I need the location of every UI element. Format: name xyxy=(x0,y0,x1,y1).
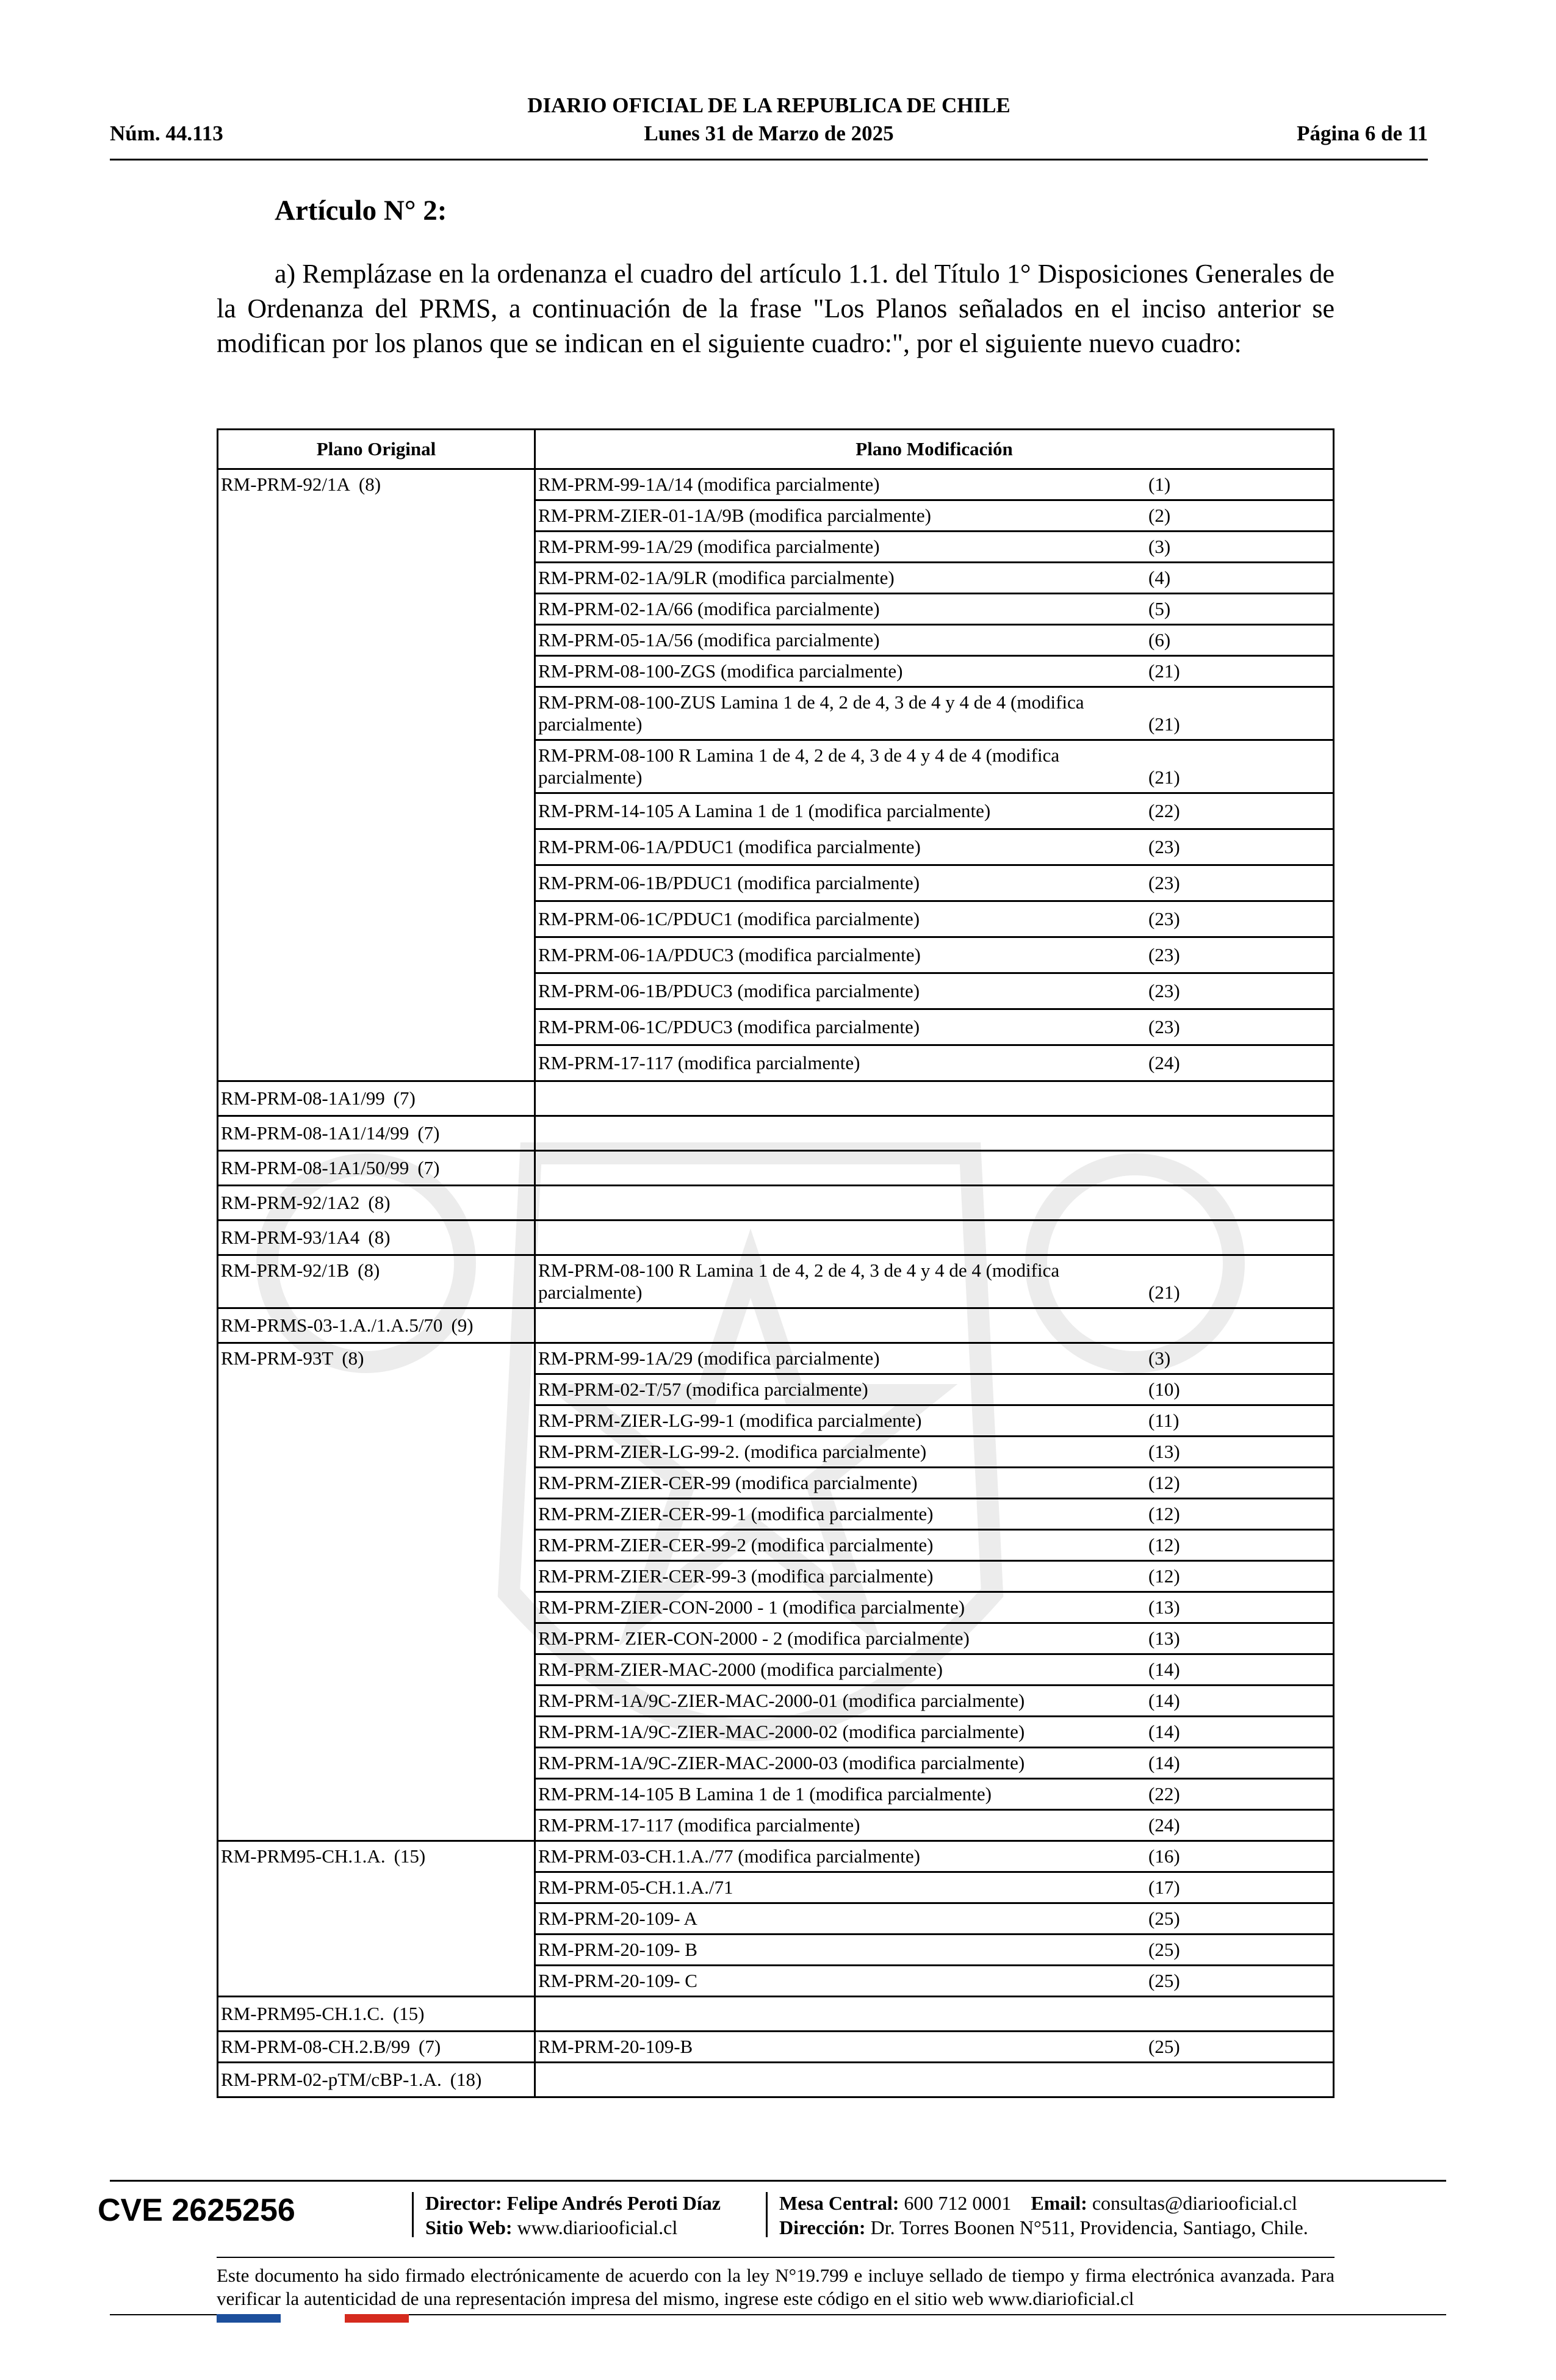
modification-ref-number: (21) xyxy=(1148,766,1180,788)
table-row xyxy=(218,1151,1334,1186)
modification-plan-text: RM-PRM-99-1A/14 (modifica parcialmente) xyxy=(538,474,880,495)
original-plan-code: RM-PRM-02-pTM/cBP-1.A. xyxy=(221,2069,442,2090)
modification-plan-text: RM-PRM-06-1C/PDUC1 (modifica parcialmente) xyxy=(538,908,920,929)
modification-ref-number: (23) xyxy=(1148,908,1180,929)
modification-plan-text: RM-PRM-06-1B/PDUC1 (modifica parcialmente) xyxy=(538,872,920,893)
address-text: Dr. Torres Boonen N°511, Providencia, Santiago, Chile. xyxy=(870,2216,1308,2238)
modification-ref-number: (14) xyxy=(1148,1721,1180,1742)
table-row xyxy=(218,2032,1334,2063)
footer-director-block xyxy=(425,2191,721,2240)
table-row xyxy=(218,1081,1334,1116)
modification-ref-number: (1) xyxy=(1148,474,1171,495)
modification-item xyxy=(536,594,1333,626)
modification-ref-number: (21) xyxy=(1148,713,1180,735)
modification-plan-text: RM-PRM-14-105 A Lamina 1 de 1 (modifica parcialmente) xyxy=(538,800,991,821)
modification-item xyxy=(536,1406,1333,1437)
modification-plan-cell xyxy=(535,469,1334,1081)
modification-item xyxy=(536,1468,1333,1499)
modification-plan-text: RM-PRM-02-1A/9LR (modifica parcialmente) xyxy=(538,567,895,588)
modification-item xyxy=(536,1046,1333,1080)
modification-ref-number: (25) xyxy=(1148,1970,1180,1991)
modification-plan-text: RM-PRM-17-117 (modifica parcialmente) xyxy=(538,1814,860,1836)
modification-ref-number: (12) xyxy=(1148,1534,1180,1556)
modification-plan-text: RM-PRM-20-109- C xyxy=(538,1970,697,1991)
modification-ref-number: (14) xyxy=(1148,1659,1180,1680)
original-plan-cell xyxy=(218,1841,535,1997)
modification-ref-number: (23) xyxy=(1148,1016,1180,1037)
original-plan-code: RM-PRM-92/1B xyxy=(221,1260,350,1281)
modification-ref-number: (14) xyxy=(1148,1752,1180,1773)
table-row xyxy=(218,2063,1334,2097)
original-plan-cell xyxy=(218,1997,535,2032)
original-plan-cell xyxy=(218,1151,535,1186)
original-plan-note: (7) xyxy=(417,1157,440,1178)
modification-plan-text: RM-PRM-02-T/57 (modifica parcialmente) xyxy=(538,1379,868,1400)
article-paragraph xyxy=(217,256,1334,361)
original-plan-code: RM-PRM-92/1A2 xyxy=(221,1192,360,1213)
modification-item xyxy=(536,1686,1333,1717)
modification-item xyxy=(536,794,1333,830)
modification-plan-cell xyxy=(535,1343,1334,1841)
modification-item xyxy=(536,1010,1333,1046)
original-plan-cell xyxy=(218,1186,535,1221)
table-row xyxy=(218,469,1334,1081)
modification-plan-text: RM-PRM-05-CH.1.A./71 xyxy=(538,1877,733,1898)
original-plan-cell xyxy=(218,1081,535,1116)
modification-item xyxy=(536,1935,1333,1966)
original-plan-note: (7) xyxy=(417,1122,440,1144)
original-plan-cell xyxy=(218,469,535,1081)
modification-ref-number: (12) xyxy=(1148,1565,1180,1587)
publication-date: Lunes 31 de Marzo de 2025 xyxy=(644,121,894,145)
phone-label: Mesa Central: xyxy=(779,2192,899,2214)
original-plan-code: RM-PRM-08-1A1/99 xyxy=(221,1087,385,1109)
article-title: Artículo N° 2: xyxy=(275,195,447,226)
page-number: Página 6 de 11 xyxy=(1297,121,1428,145)
modification-item xyxy=(536,1873,1333,1904)
modification-plan-text: RM-PRM-ZIER-CER-99-1 (modifica parcialmente) xyxy=(538,1503,934,1524)
modification-ref-number: (25) xyxy=(1148,1939,1180,1960)
modification-ref-number: (13) xyxy=(1148,1628,1180,1649)
original-plan-note: (8) xyxy=(342,1347,364,1369)
modification-item xyxy=(536,902,1333,938)
modification-plan-text: RM-PRM-ZIER-CER-99-3 (modifica parcialmente) xyxy=(538,1565,934,1587)
original-plan-cell xyxy=(218,2063,535,2097)
original-plan-cell xyxy=(218,1221,535,1255)
modification-item xyxy=(536,1437,1333,1468)
table-row xyxy=(218,1186,1334,1221)
modification-ref-number: (3) xyxy=(1148,536,1171,557)
modification-plan-cell xyxy=(535,1997,1334,2032)
original-plan-code: RM-PRM-08-1A1/14/99 xyxy=(221,1122,409,1144)
original-plan-note: (7) xyxy=(419,2036,441,2057)
modification-plan-text: RM-PRM-ZIER-01-1A/9B (modifica parcialmente) xyxy=(538,505,931,526)
modification-item xyxy=(536,938,1333,974)
original-plan-code: RM-PRMS-03-1.A./1.A.5/70 xyxy=(221,1314,443,1336)
modification-ref-number: (23) xyxy=(1148,944,1180,965)
column-header-modification: Plano Modificación xyxy=(535,430,1334,469)
modification-plan-text: RM-PRM-17-117 (modifica parcialmente) xyxy=(538,1052,860,1073)
modification-ref-number: (25) xyxy=(1148,1908,1180,1929)
article-paragraph-text: a) Remplázase en la ordenanza el cuadro del artículo 1.1. del Título 1° Disposiciones Generales de la Ordenanza del PRMS, a continuación de la frase "Los Planos señalados en el inciso anterior se modifican por los planos que se indican en el siguiente cuadro:", por el siguiente nuevo cuadro: xyxy=(217,259,1334,358)
modification-ref-number: (5) xyxy=(1148,598,1171,619)
modification-item xyxy=(536,657,1333,688)
modification-ref-number: (17) xyxy=(1148,1877,1180,1898)
modification-plan-text: RM-PRM-1A/9C-ZIER-MAC-2000-02 (modifica parcialmente) xyxy=(538,1721,1025,1742)
director-label: Director: xyxy=(425,2192,502,2214)
modification-ref-number: (23) xyxy=(1148,872,1180,893)
table-row xyxy=(218,1997,1334,2032)
modification-ref-number: (24) xyxy=(1148,1052,1180,1073)
modification-plan-text: RM-PRM-03-CH.1.A./77 (modifica parcialmente) xyxy=(538,1845,920,1867)
modification-ref-number: (6) xyxy=(1148,629,1171,651)
modification-plan-cell xyxy=(535,1221,1334,1255)
modification-plan-text: RM-PRM-08-100 R Lamina 1 de 4, 2 de 4, 3 de 4 y 4 de 4 (modifica parcialmente) xyxy=(538,745,1060,788)
original-plan-note: (8) xyxy=(368,1192,391,1213)
modification-ref-number: (25) xyxy=(1148,2036,1180,2057)
original-plan-note: (8) xyxy=(368,1227,391,1248)
issue-number: Núm. 44.113 xyxy=(110,121,223,145)
original-plan-note: (8) xyxy=(358,474,381,495)
modification-ref-number: (14) xyxy=(1148,1690,1180,1711)
modification-item xyxy=(536,1966,1333,1996)
modification-ref-number: (3) xyxy=(1148,1347,1171,1369)
original-plan-cell xyxy=(218,1116,535,1151)
modification-plan-text: RM-PRM-08-100 R Lamina 1 de 4, 2 de 4, 3 de 4 y 4 de 4 (modifica parcialmente) xyxy=(538,1260,1060,1303)
modification-item xyxy=(536,1593,1333,1624)
footer-disclaimer: Este documento ha sido firmado electrónicamente de acuerdo con la ley N°19.799 e incluye sellado de tiempo y firma electrónica avanzada. Para verificar la autenticidad de una representación impresa del mismo, ingrese este código en el sitio web www.diarioficial.cl xyxy=(217,2257,1334,2310)
modification-item xyxy=(536,688,1333,741)
modification-plan-cell xyxy=(535,1081,1334,1116)
original-plan-note: (15) xyxy=(392,2003,425,2024)
modification-plan-cell xyxy=(535,1186,1334,1221)
flag-red xyxy=(345,2314,409,2323)
modification-ref-number: (12) xyxy=(1148,1503,1180,1524)
modification-ref-number: (23) xyxy=(1148,836,1180,857)
modification-plan-cell xyxy=(535,1151,1334,1186)
modification-plan-text: RM-PRM-ZIER-CER-99-2 (modifica parcialmente) xyxy=(538,1534,934,1556)
table-row xyxy=(218,1841,1334,1997)
modification-plan-cell xyxy=(535,1255,1334,1308)
email-link[interactable]: consultas@diariooficial.cl xyxy=(1092,2192,1297,2214)
modification-item xyxy=(536,2032,1333,2061)
original-plan-note: (7) xyxy=(393,1087,416,1109)
original-plan-note: (9) xyxy=(451,1314,474,1336)
modification-plan-text: RM-PRM-06-1A/PDUC3 (modifica parcialmente) xyxy=(538,944,921,965)
modification-item xyxy=(536,1748,1333,1780)
original-plan-code: RM-PRM-93/1A4 xyxy=(221,1227,360,1248)
original-plan-cell xyxy=(218,1255,535,1308)
table-row xyxy=(218,1343,1334,1841)
website-link[interactable]: www.diariooficial.cl xyxy=(517,2216,678,2238)
modification-item xyxy=(536,501,1333,532)
modification-ref-number: (24) xyxy=(1148,1814,1180,1836)
modification-item xyxy=(536,974,1333,1010)
modification-ref-number: (12) xyxy=(1148,1472,1180,1493)
modification-plan-text: RM-PRM-99-1A/29 (modifica parcialmente) xyxy=(538,536,880,557)
modification-ref-number: (21) xyxy=(1148,660,1180,682)
page-header xyxy=(110,92,1428,160)
address-label: Dirección: xyxy=(779,2216,866,2238)
modification-ref-number: (11) xyxy=(1148,1410,1180,1431)
modification-plan-cell xyxy=(535,2032,1334,2063)
modification-plan-cell xyxy=(535,1841,1334,1997)
plans-table xyxy=(217,428,1334,2098)
modification-item xyxy=(536,1344,1333,1375)
original-plan-code: RM-PRM-08-1A1/50/99 xyxy=(221,1157,409,1178)
cve-code: CVE 2625256 xyxy=(98,2193,295,2228)
modification-item xyxy=(536,1842,1333,1873)
column-header-original: Plano Original xyxy=(218,430,535,469)
modification-plan-text: RM-PRM-20-109- A xyxy=(538,1908,697,1929)
modification-plan-cell xyxy=(535,1116,1334,1151)
modification-item xyxy=(536,626,1333,657)
original-plan-cell xyxy=(218,1308,535,1343)
modification-plan-text: RM-PRM-ZIER-LG-99-2. (modifica parcialmente) xyxy=(538,1441,927,1462)
original-plan-cell xyxy=(218,2032,535,2063)
modification-plan-text: RM-PRM-ZIER-CON-2000 - 1 (modifica parcialmente) xyxy=(538,1596,965,1618)
modification-ref-number: (16) xyxy=(1148,1845,1180,1867)
footer-contact-block xyxy=(779,2191,1308,2240)
modification-plan-text: RM-PRM-1A/9C-ZIER-MAC-2000-03 (modifica parcialmente) xyxy=(538,1752,1025,1773)
modification-ref-number: (23) xyxy=(1148,980,1180,1001)
email-label: Email: xyxy=(1031,2192,1087,2214)
modification-plan-text: RM-PRM-1A/9C-ZIER-MAC-2000-01 (modifica parcialmente) xyxy=(538,1690,1025,1711)
chile-flag-strip xyxy=(217,2314,409,2323)
modification-plan-text: RM-PRM-ZIER-MAC-2000 (modifica parcialmente) xyxy=(538,1659,943,1680)
table-row xyxy=(218,1116,1334,1151)
modification-item xyxy=(536,1717,1333,1748)
table-row xyxy=(218,1255,1334,1308)
table-row xyxy=(218,1221,1334,1255)
modification-item xyxy=(536,532,1333,563)
modification-item xyxy=(536,1904,1333,1935)
modification-item xyxy=(536,1655,1333,1686)
modification-plan-cell xyxy=(535,1308,1334,1343)
modification-plan-text: RM-PRM-06-1A/PDUC1 (modifica parcialmente) xyxy=(538,836,921,857)
original-plan-code: RM-PRM-08-CH.2.B/99 xyxy=(221,2036,411,2057)
modification-item xyxy=(536,1531,1333,1562)
modification-item xyxy=(536,1375,1333,1406)
modification-ref-number: (21) xyxy=(1148,1282,1180,1303)
original-plan-code: RM-PRM95-CH.1.A. xyxy=(221,1845,386,1867)
director-name: Felipe Andrés Peroti Díaz xyxy=(506,2192,721,2214)
modification-item xyxy=(536,1562,1333,1593)
original-plan-cell xyxy=(218,1343,535,1841)
modification-plan-text: RM-PRM-06-1B/PDUC3 (modifica parcialmente) xyxy=(538,980,920,1001)
flag-white xyxy=(281,2314,345,2323)
modification-ref-number: (10) xyxy=(1148,1379,1180,1400)
modification-item xyxy=(536,1256,1333,1307)
footer-rule xyxy=(110,2180,1446,2182)
web-label: Sitio Web: xyxy=(425,2216,513,2238)
modification-item xyxy=(536,1499,1333,1531)
modification-plan-text: RM-PRM-08-100-ZUS Lamina 1 de 4, 2 de 4, 3 de 4 y 4 de 4 (modifica parcialmente) xyxy=(538,691,1084,735)
original-plan-note: (18) xyxy=(450,2069,482,2090)
modification-plan-text: RM-PRM-ZIER-LG-99-1 (modifica parcialmente) xyxy=(538,1410,922,1431)
modification-item xyxy=(536,470,1333,501)
original-plan-note: (8) xyxy=(358,1260,380,1281)
modification-plan-text: RM-PRM-02-1A/66 (modifica parcialmente) xyxy=(538,598,880,619)
footer-divider xyxy=(766,2192,768,2237)
modification-item xyxy=(536,830,1333,866)
original-plan-code: RM-PRM-92/1A xyxy=(221,474,350,495)
table-body xyxy=(218,469,1334,2097)
flag-blue xyxy=(217,2314,281,2323)
modification-ref-number: (2) xyxy=(1148,505,1171,526)
modification-item xyxy=(536,1780,1333,1811)
modification-item xyxy=(536,563,1333,594)
modification-ref-number: (13) xyxy=(1148,1441,1180,1462)
modification-plan-text: RM-PRM-99-1A/29 (modifica parcialmente) xyxy=(538,1347,880,1369)
modification-ref-number: (22) xyxy=(1148,800,1180,821)
original-plan-code: RM-PRM-93T xyxy=(221,1347,334,1369)
modification-plan-text: RM-PRM-20-109-B xyxy=(538,2036,693,2057)
modification-ref-number: (4) xyxy=(1148,567,1171,588)
modification-plan-text: RM-PRM-20-109- B xyxy=(538,1939,697,1960)
modification-item xyxy=(536,1624,1333,1655)
original-plan-code: RM-PRM95-CH.1.C. xyxy=(221,2003,384,2024)
modification-item xyxy=(536,1811,1333,1840)
modification-plan-text: RM-PRM-08-100-ZGS (modifica parcialmente) xyxy=(538,660,903,682)
original-plan-note: (15) xyxy=(394,1845,426,1867)
modification-plan-cell xyxy=(535,2063,1334,2097)
footer-divider xyxy=(412,2192,414,2237)
phone-number: 600 712 0001 xyxy=(904,2192,1012,2214)
modification-plan-text: RM-PRM-05-1A/56 (modifica parcialmente) xyxy=(538,629,880,651)
modification-item xyxy=(536,866,1333,902)
modification-plan-text: RM-PRM- ZIER-CON-2000 - 2 (modifica parcialmente) xyxy=(538,1628,970,1649)
table-row xyxy=(218,1308,1334,1343)
modification-plan-text: RM-PRM-14-105 B Lamina 1 de 1 (modifica parcialmente) xyxy=(538,1783,992,1805)
modification-plan-text: RM-PRM-ZIER-CER-99 (modifica parcialmente) xyxy=(538,1472,918,1493)
modification-ref-number: (22) xyxy=(1148,1783,1180,1805)
newspaper-title: DIARIO OFICIAL DE LA REPUBLICA DE CHILE xyxy=(527,93,1010,117)
modification-item xyxy=(536,741,1333,794)
modification-ref-number: (13) xyxy=(1148,1596,1180,1618)
modification-plan-text: RM-PRM-06-1C/PDUC3 (modifica parcialmente) xyxy=(538,1016,920,1037)
